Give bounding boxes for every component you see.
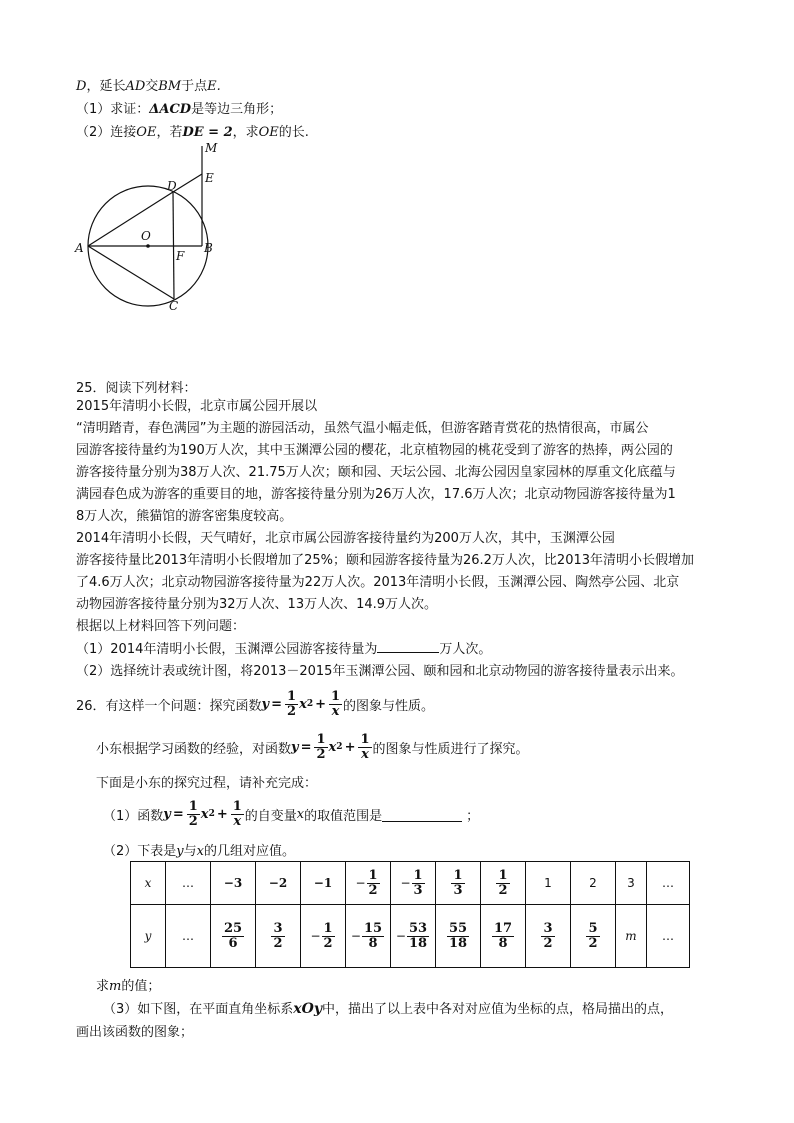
table-row-x	[131, 862, 690, 905]
condition-de: DE = 2	[182, 125, 233, 140]
center-point-o	[146, 244, 150, 248]
frac-num: 1	[323, 920, 333, 936]
material-line: 游客接待量分别为38万人次、21.75万人次；颐和园、天坛公园、北海公园因皇家园林的厚重文化底蕴与	[76, 465, 676, 480]
frac-den: 2	[323, 935, 333, 951]
frac-num: 1	[368, 867, 378, 883]
question-text: 的图象与性质。	[343, 698, 435, 714]
sign: −	[310, 929, 321, 943]
question-text: 26．有这样一个问题：探究函数	[76, 698, 262, 714]
part-text: ，求	[232, 125, 259, 140]
var-y: y	[176, 844, 184, 859]
func-frac-recip	[358, 733, 371, 762]
frac-den: 6	[228, 935, 238, 951]
segment-ad: AD	[125, 79, 146, 94]
table-cell: −1	[301, 862, 346, 905]
material-line: 了4.6万人次；北京动物园游客接待量为22万人次。2013年清明小长假，玉渊潭公园、陶然亭公园、北京	[76, 575, 680, 590]
material-line: “清明踏青，春色满园”为主题的游园活动，虽然气温小幅走低，但游客踏青赏花的热情很高，市属公	[76, 421, 649, 436]
frac-num: 1	[232, 798, 242, 814]
segment-de	[173, 174, 202, 192]
frac-num: 1	[287, 688, 297, 704]
table-cell-m: m	[616, 905, 647, 968]
table-cell: 2	[571, 862, 616, 905]
table-row-y	[131, 905, 690, 968]
text-extend: ，延长	[86, 79, 126, 94]
func-x: x	[299, 696, 307, 712]
func-exp: 2	[306, 699, 314, 709]
frac-den: 2	[316, 746, 326, 762]
frac-den: 3	[453, 882, 463, 898]
frac-den: 18	[408, 935, 428, 951]
q24-part2	[76, 121, 309, 140]
q24-part1	[76, 98, 282, 117]
var-x: x	[296, 806, 305, 822]
func-frac-recip	[329, 690, 342, 719]
sign: −	[400, 876, 411, 890]
q25-question-1	[76, 638, 694, 661]
table-frac	[496, 869, 509, 898]
frac-num: 1	[413, 867, 423, 883]
point-d-label: D	[76, 79, 87, 94]
table-cell	[436, 905, 481, 968]
frac-num: 1	[360, 731, 370, 747]
func-plus: +	[344, 739, 356, 755]
func-frac-half	[314, 733, 327, 762]
table-frac	[451, 869, 464, 898]
table-header-y: y	[131, 905, 166, 968]
part-text: ，若	[156, 125, 183, 140]
label-c: C	[169, 299, 179, 310]
frac-den: x	[361, 746, 369, 762]
table-frac	[367, 869, 380, 898]
table-cell	[256, 905, 301, 968]
frac-den: 2	[498, 882, 508, 898]
q26-find-m	[96, 975, 160, 994]
table-frac	[586, 922, 599, 951]
part-text: ；	[466, 808, 480, 824]
material-line: 园游客接待量约为190万人次，其中玉渊潭公园的樱花，北京植物园的桃花受到了游客的热捧，两公园的	[76, 443, 673, 458]
value-table	[130, 861, 690, 968]
func-y: y	[261, 696, 270, 712]
frac-num: 5	[588, 920, 598, 936]
table-cell: 3	[616, 862, 647, 905]
domain-answer-blank[interactable]	[382, 807, 462, 822]
q26-part3	[103, 998, 673, 1017]
part-label: （3）如下图，在平面直角坐标系	[103, 1002, 294, 1017]
sign: −	[395, 929, 406, 943]
part-text: 的长.	[278, 125, 309, 140]
point-e-label: E.	[207, 79, 221, 94]
frac-den: 2	[543, 935, 553, 951]
frac-num: 55	[448, 920, 468, 936]
text-meet: 交	[145, 79, 159, 94]
part-label: （2）下表是	[103, 844, 177, 859]
func-x: x	[200, 806, 209, 822]
table-cell: …	[647, 862, 690, 905]
material-line: 游客接待量比2013年清明小长假增加了25%；颐和园游客接待量为26.2万人次，比2013年清明小长假增加	[76, 553, 695, 568]
frac-den: 18	[448, 935, 468, 951]
frac-den: 2	[188, 813, 198, 829]
text: 求	[96, 979, 110, 994]
table-frac	[541, 922, 554, 951]
plane-xoy: xOy	[293, 1001, 322, 1017]
table-cell	[346, 905, 391, 968]
segment-ad-extended	[88, 192, 173, 246]
label-o: O	[141, 229, 151, 243]
label-f: F	[176, 249, 185, 263]
q26-part3-cont: 画出该函数的图象；	[76, 1025, 194, 1040]
table-cell: …	[647, 905, 690, 968]
frac-den: 2	[273, 935, 283, 951]
label-b: B	[204, 241, 213, 255]
para-text: 的图象与性质进行了探究。	[372, 741, 529, 757]
q26-title	[76, 684, 434, 724]
table-cell	[481, 862, 526, 905]
part-text: 是等边三角形；	[191, 102, 283, 117]
func-frac-recip	[231, 800, 244, 829]
table-cell: …	[166, 862, 211, 905]
question-unit: 万人次。	[439, 642, 492, 657]
frac-den: 8	[368, 935, 378, 951]
table-cell	[436, 862, 481, 905]
q25-question-2: （2）选择统计表或统计图，将2013－2015年玉渊潭公园、颐和园和北京动物园的游客接待量表示出来。	[76, 664, 684, 679]
material-line: 满园春色成为游客的重要目的地，游客接待量分别为26万人次，17.6万人次；北京动物园游客接待量为1	[76, 487, 676, 502]
table-frac	[322, 922, 335, 951]
frac-den: x	[331, 703, 340, 719]
table-frac	[362, 922, 384, 951]
part-label: （1）求证：	[76, 102, 150, 117]
frac-num: 25	[223, 920, 243, 936]
frac-num: 1	[331, 688, 341, 704]
segment-oe: OE	[136, 125, 157, 140]
frac-num: 3	[273, 920, 283, 936]
table-cell	[526, 905, 571, 968]
para-text: 小东根据学习函数的经验，对函数	[96, 741, 292, 757]
table-cell	[391, 862, 436, 905]
q26-para2: 下面是小东的探究过程，请补充完成：	[96, 776, 318, 791]
material-line: 8万人次，熊猫馆的游客密集度较高。	[76, 509, 293, 524]
table-frac	[447, 922, 469, 951]
q24-intro-line	[76, 75, 221, 94]
label-m: M	[205, 141, 218, 155]
text-at-point: 于点	[181, 79, 208, 94]
func-y: y	[291, 739, 299, 755]
ray-bm: BM	[158, 79, 182, 94]
material-line: 根据以上材料回答下列问题：	[76, 619, 246, 634]
label-e: E	[205, 171, 214, 185]
sign: −	[355, 876, 366, 890]
table-cell	[211, 905, 256, 968]
table-cell: …	[166, 905, 211, 968]
func-eq: =	[300, 739, 312, 755]
frac-num: 53	[408, 920, 428, 936]
table-frac	[412, 869, 425, 898]
func-plus: +	[315, 696, 326, 712]
q25-title: 25．阅读下列材料：	[76, 381, 197, 396]
table-cell	[301, 905, 346, 968]
frac-den: x	[233, 813, 242, 829]
func-eq: =	[172, 806, 184, 822]
frac-den: 2	[368, 882, 378, 898]
func-frac-half	[285, 690, 298, 719]
frac-den: 3	[413, 882, 423, 898]
part-text: 的自变量	[244, 808, 297, 824]
answer-blank[interactable]	[377, 638, 439, 653]
table-cell: −2	[256, 862, 301, 905]
q26-para1	[96, 727, 529, 767]
part-text: 中，描出了以上表中各对对应值为坐标的点，格局描出的点，	[321, 1002, 673, 1017]
q26-part1	[103, 794, 479, 834]
frac-num: 1	[316, 731, 326, 747]
triangle-acd: ΔACD	[149, 102, 192, 117]
part-text: 与	[183, 844, 197, 859]
circle-geometry-figure	[70, 140, 230, 310]
label-a: A	[75, 241, 84, 255]
table-frac	[222, 922, 244, 951]
part-label: （2）连接	[76, 125, 137, 140]
table-frac	[492, 922, 514, 951]
material-line: 动物园游客接待量分别为32万人次、13万人次、14.9万人次。	[76, 597, 438, 612]
question-text: （1）2014年清明小长假，玉渊潭公园游客接待量为	[76, 642, 378, 657]
segment-ac	[88, 246, 174, 299]
chord-dc	[173, 192, 174, 299]
var-x: x	[196, 844, 204, 859]
table-frac	[407, 922, 429, 951]
table-frac	[271, 922, 284, 951]
table-cell	[481, 905, 526, 968]
table-cell	[391, 905, 436, 968]
table-header-x: x	[131, 862, 166, 905]
frac-num: 17	[493, 920, 513, 936]
frac-den: 2	[287, 703, 297, 719]
q25-material	[76, 396, 694, 683]
table-cell: 1	[526, 862, 571, 905]
frac-num: 1	[453, 867, 463, 883]
frac-num: 3	[543, 920, 553, 936]
frac-num: 1	[498, 867, 508, 883]
func-y: y	[163, 806, 171, 822]
var-m: m	[109, 979, 122, 994]
segment-oe: OE	[258, 125, 279, 140]
table-cell	[571, 905, 616, 968]
func-frac-half	[187, 800, 200, 829]
func-plus: +	[216, 806, 228, 822]
func-eq: =	[271, 696, 283, 712]
table-cell	[346, 862, 391, 905]
table-cell: −3	[211, 862, 256, 905]
q26-part2	[103, 840, 295, 859]
material-line: 2015年清明小长假，北京市属公园开展以	[76, 399, 318, 414]
part-label: （1）函数	[103, 808, 164, 824]
frac-num: 1	[188, 798, 198, 814]
label-d: D	[167, 179, 177, 193]
part-text: 的取值范围是	[304, 808, 383, 824]
material-line: 2014年清明小长假，天气晴好，北京市属公园游客接待量约为200万人次，其中，玉渊潭公园	[76, 531, 615, 546]
part-text: 的几组对应值。	[204, 844, 296, 859]
frac-den: 2	[588, 935, 598, 951]
frac-den: 8	[498, 935, 508, 951]
func-exp: 2	[208, 809, 215, 819]
func-exp: 2	[336, 742, 343, 752]
func-x: x	[328, 739, 337, 755]
sign: −	[350, 929, 361, 943]
text: 的值；	[121, 979, 161, 994]
frac-num: 15	[363, 920, 383, 936]
